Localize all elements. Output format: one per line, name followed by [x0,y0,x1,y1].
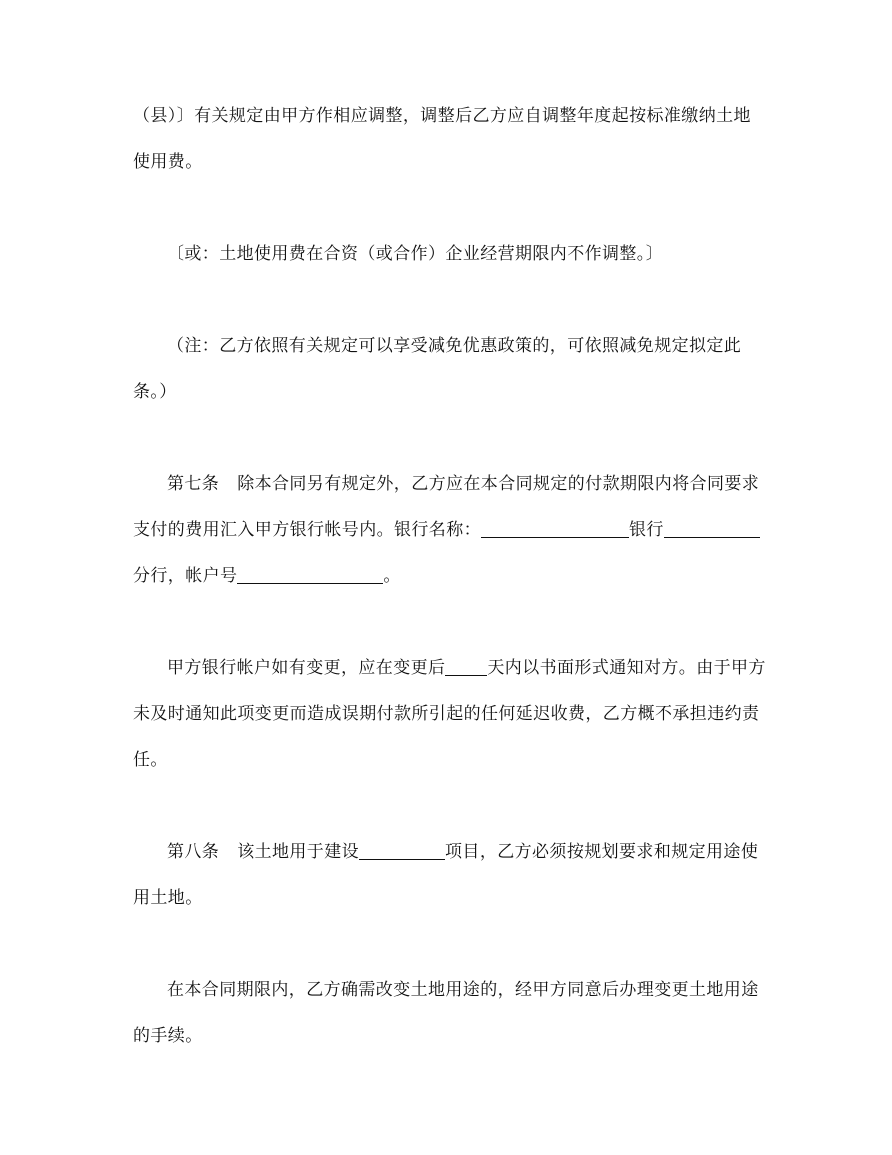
text: 在本合同期限内，乙方确需改变土地用途的，经甲方同意后办理变更土地用途 [167,980,759,1000]
bank-branch-blank[interactable] [664,519,760,538]
text: 该土地用于建设 [237,842,360,862]
text: 使用费。 [133,152,203,172]
text: 〔或：土地使用费在合资（或合作）企业经营期限内不作调整。〕 [167,244,664,264]
paragraph-line [133,104,751,128]
article-7-line [133,564,401,588]
text: 条。） [133,382,177,402]
article-8-title: 第八条 [167,842,220,862]
text: 的手续。 [133,1026,203,1046]
article-8-line [167,840,758,864]
account-number-blank[interactable] [237,565,383,584]
paragraph-line [167,242,663,266]
note-line [167,334,741,358]
text: 支付的费用汇入甲方银行帐号内。银行名称： [133,520,481,540]
project-name-blank[interactable] [359,841,445,860]
days-blank[interactable] [445,657,487,676]
text: 银行 [629,520,664,540]
article-8-line [133,886,203,910]
paragraph-line [133,150,203,174]
article-7-title: 第七条 [167,474,220,494]
text: （县）〕有关规定由甲方作相应调整，调整后乙方应自调整年度起按标准缴纳土地 [133,106,751,126]
article-7-line [167,472,759,496]
article-7-line [133,518,760,542]
text: 未及时通知此项变更而造成误期付款所引起的任何延迟收费，乙方概不承担违约责 [133,704,760,724]
paragraph-line [167,978,759,1002]
text: （注：乙方依照有关规定可以享受减免优惠政策的，可依照减免规定拟定此 [167,336,742,356]
paragraph-line [133,702,759,726]
paragraph-line [133,748,168,772]
note-line [133,380,177,404]
text: 项目，乙方必须按规划要求和规定用途使 [445,842,759,862]
paragraph-line [133,1024,203,1048]
text: 天内以书面形式通知对方。由于甲方 [487,658,766,678]
paragraph-line [167,656,766,680]
bank-name-blank[interactable] [481,519,629,538]
text: 。 [383,566,401,586]
text: 甲方银行帐户如有变更，应在变更后 [167,658,446,678]
text: 除本合同另有规定外，乙方应在本合同规定的付款期限内将合同要求 [237,474,760,494]
text: 用土地。 [133,888,203,908]
text: 分行，帐户号 [133,566,238,586]
text: 任。 [133,750,168,770]
